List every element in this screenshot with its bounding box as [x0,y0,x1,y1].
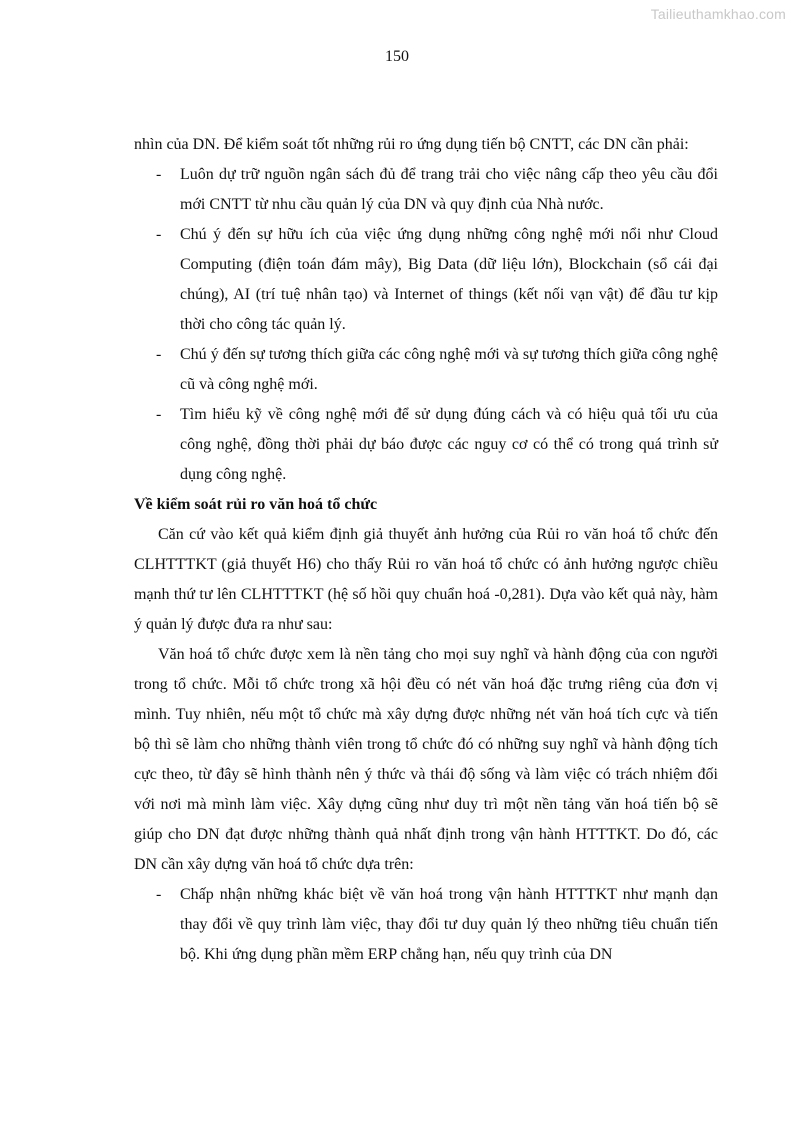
body-paragraph: Căn cứ vào kết quả kiểm định giả thuyết ảnh hưởng của Rủi ro văn hoá tổ chức đến CLHTTTKT (giả thuyết H6) cho thấy Rủi ro văn hoá tổ chức có ảnh hưởng ngược chiều mạnh thứ tư lên CLHTTTKT (hệ số hồi quy chuẩn hoá -0,281). Dựa vào kết quả này, hàm ý quản lý được đưa ra như sau: [134,526,718,633]
list-item: - Chấp nhận những khác biệt về văn hoá trong vận hành HTTTKT như mạnh dạn thay đổi về quy trình làm việc, thay đổi tư duy quản lý theo những tiêu chuẩn tiến bộ. Khi ứng dụng phần mềm ERP chẳng hạn, nếu quy trình của DN [134,880,718,970]
list-item: - Chú ý đến sự hữu ích của việc ứng dụng những công nghệ mới nổi như Cloud Computing (điện toán đám mây), Big Data (dữ liệu lớn), Blockchain (sổ cái đại chúng), AI (trí tuệ nhân tạo) và Internet of things (kết nối vạn vật) để đầu tư kịp thời cho công tác quản lý. [134,220,718,340]
list-item: - Tìm hiểu kỹ về công nghệ mới để sử dụng đúng cách và có hiệu quả tối ưu của công nghệ, đồng thời phải dự báo được các nguy cơ có thể có trong quá trình sử dụng công nghệ. [134,400,718,490]
intro-paragraph: nhìn của DN. Để kiểm soát tốt những rủi ro ứng dụng tiến bộ CNTT, các DN cần phải: [134,136,689,153]
dash-marker: - [156,406,162,423]
culture-control-list [134,880,718,970]
list-item: - Chú ý đến sự tương thích giữa các công nghệ mới và sự tương thích giữa công nghệ cũ và công nghệ mới. [134,340,718,400]
section-heading: Về kiểm soát rủi ro văn hoá tổ chức [134,496,378,513]
dash-marker: - [156,166,162,183]
page-number: 150 [385,48,409,65]
list-item: - Luôn dự trữ nguồn ngân sách đủ để trang trải cho việc nâng cấp theo yêu cầu đổi mới CNTT từ nhu cầu quản lý của DN và quy định của Nhà nước. [134,160,718,220]
dash-marker: - [156,226,162,243]
body-paragraph: Văn hoá tổ chức được xem là nền tảng cho mọi suy nghĩ và hành động của con người trong tổ chức. Mỗi tổ chức trong xã hội đều có nét văn hoá đặc trưng riêng của đơn vị mình. Tuy nhiên, nếu một tổ chức mà xây dựng được những nét văn hoá tích cực và tiến bộ thì sẽ làm cho những thành viên trong tổ chức đó có những suy nghĩ và hành động tích cực theo, từ đây sẽ hình thành nên ý thức và thái độ sống và làm việc có trách nhiệm đối với nơi mà mình làm việc. Xây dựng cũng như duy trì một nền tảng văn hoá tiến bộ sẽ giúp cho DN đạt được những thành quả nhất định trong vận hành HTTTKT. Do đó, các DN cần xây dựng văn hoá tổ chức dựa trên: [134,646,718,873]
watermark: Tailieuthamkhao.com [650,6,786,22]
dash-marker: - [156,886,162,903]
dash-marker: - [156,346,162,363]
it-control-list [134,160,718,490]
page-body [134,130,718,970]
